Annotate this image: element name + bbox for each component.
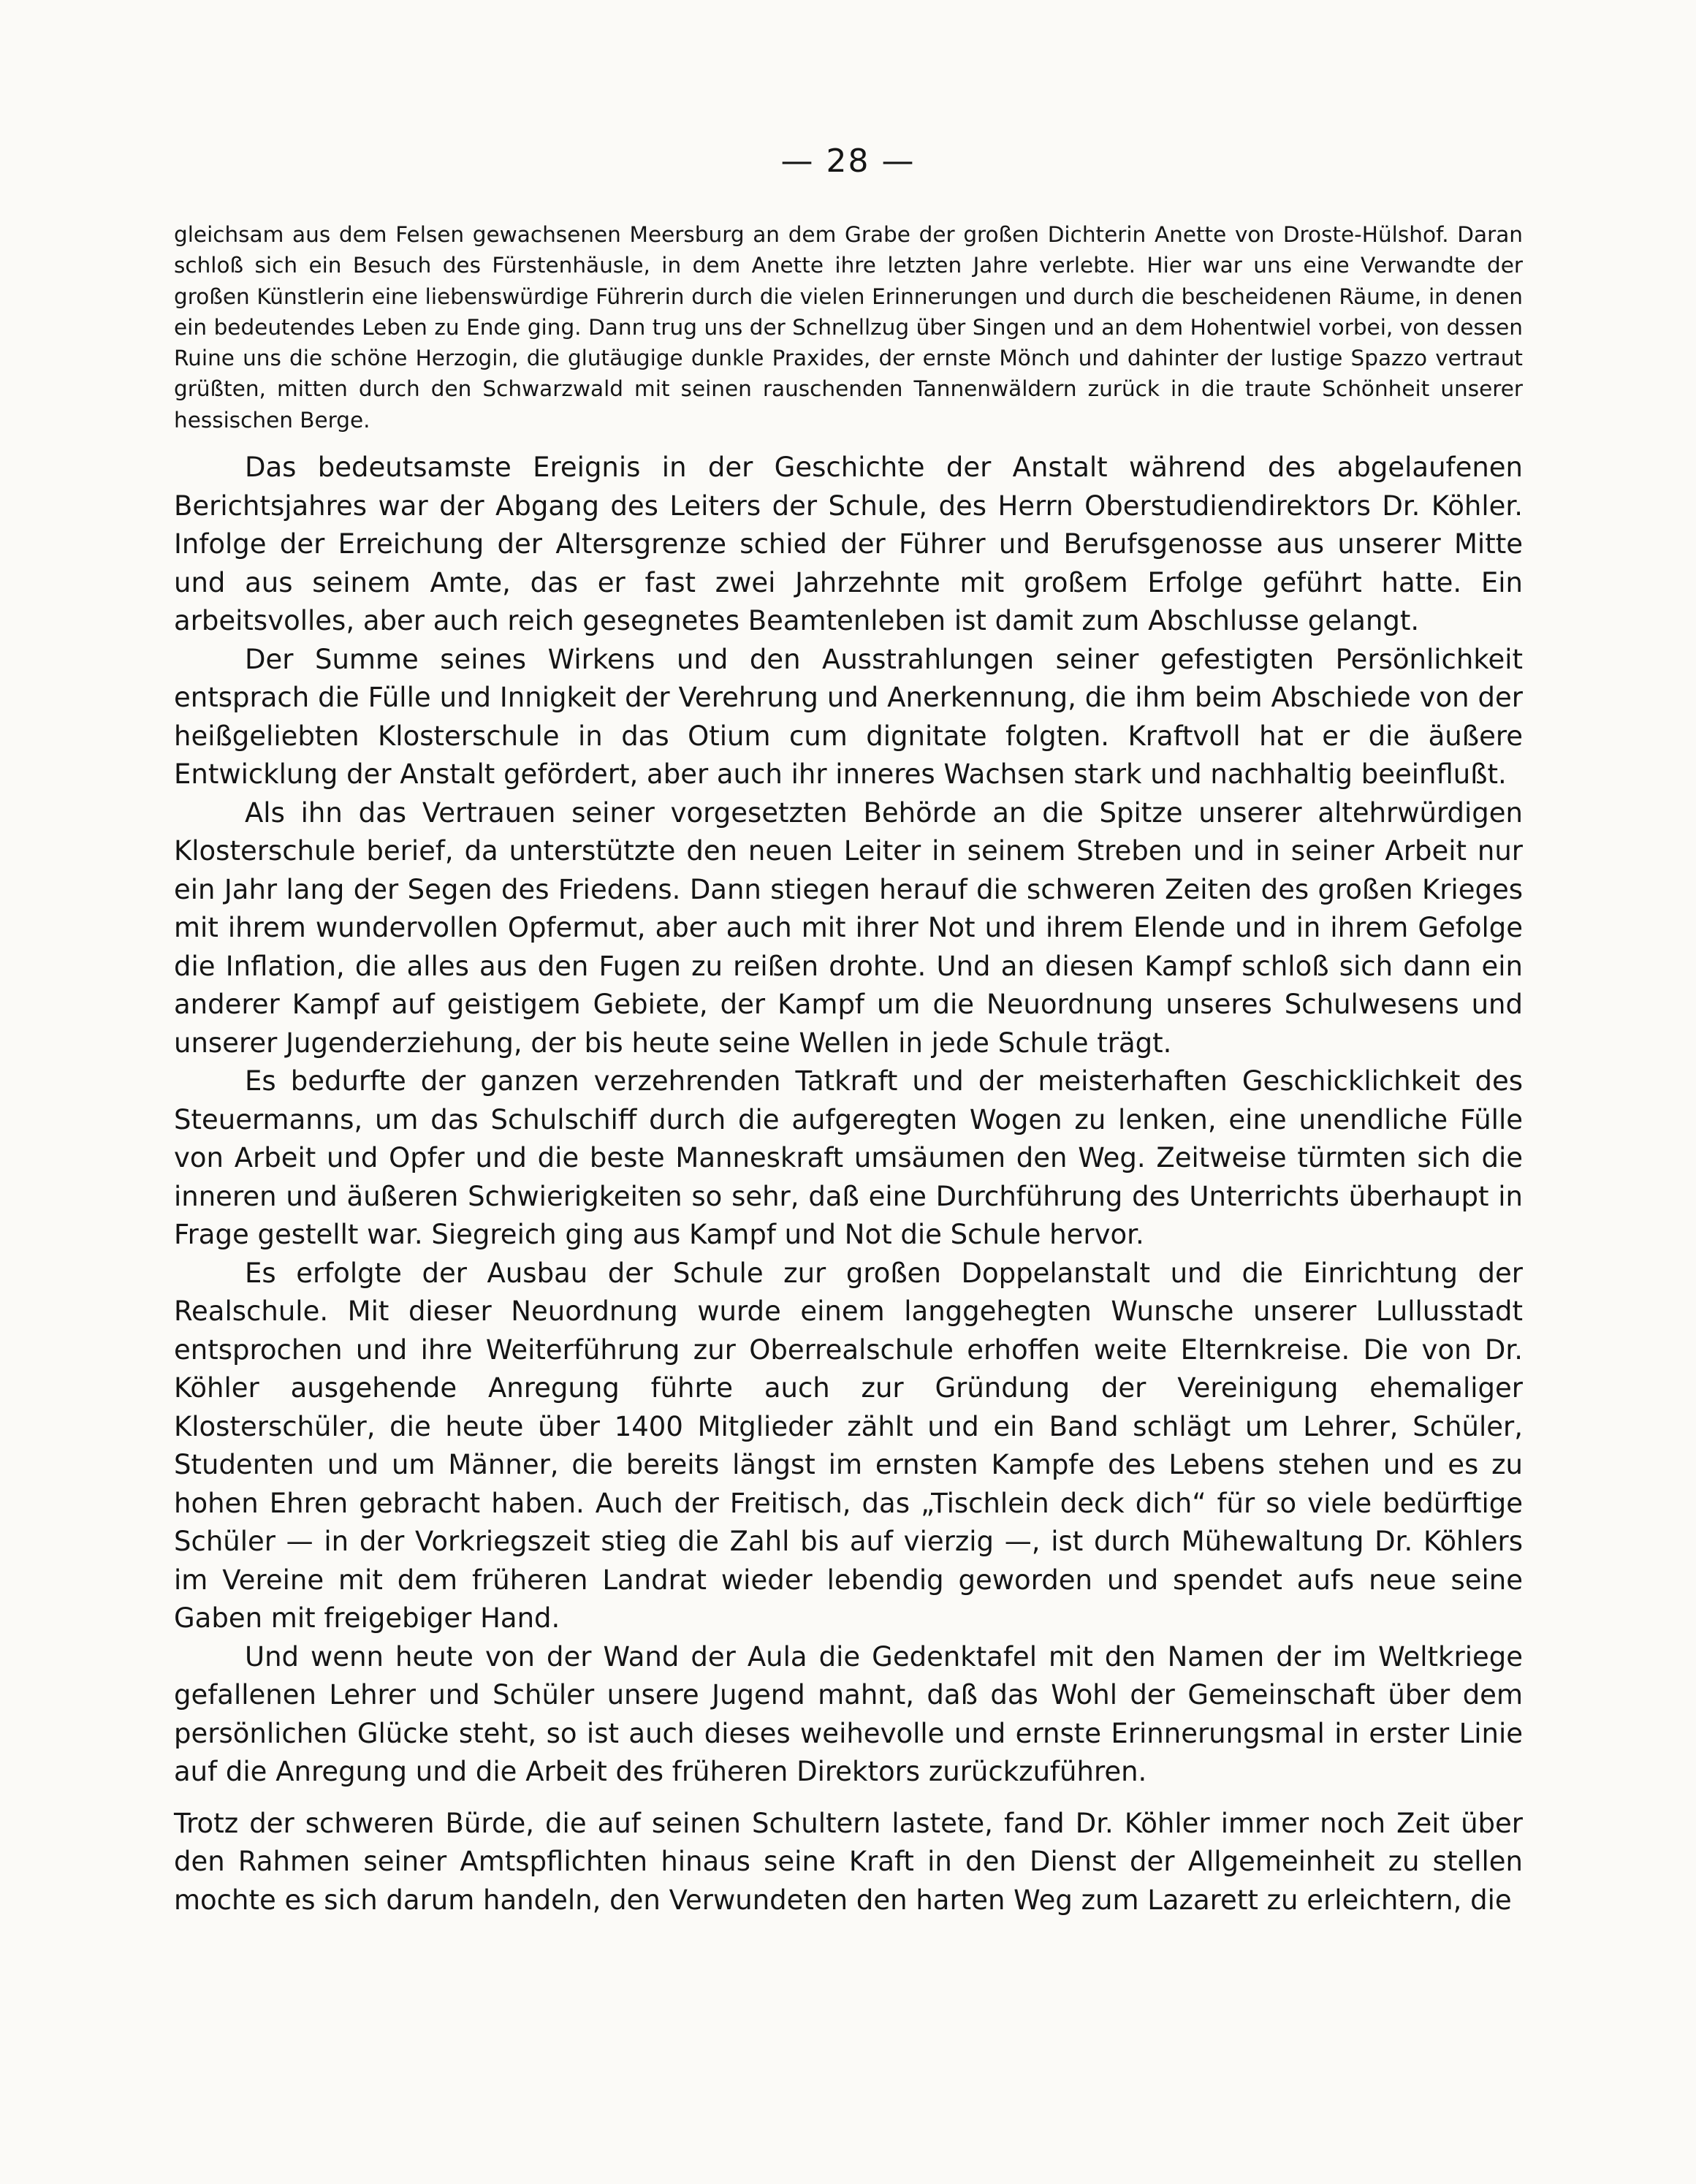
main-text-body bbox=[174, 449, 1523, 1919]
paragraph-veneration: Der Summe seines Wirkens und den Ausstrahlungen seiner gefestigten Persönlichkeit entsprach die Fülle und Innigkeit der Verehrung und Anerkennung, die ihm beim Abschiede von der heißgeliebten Klosterschule in das Otium cum dignitate folgten. Kraftvoll hat er die äußere Entwicklung der Anstalt gefördert, aber auch ihr inneres Wachsen stark und nachhaltig beeinflußt. bbox=[174, 643, 1523, 790]
paragraph-memorial: Und wenn heute von der Wand der Aula die Gedenktafel mit den Namen der im Weltkriege gefallenen Lehrer und Schüler unsere Jugend mahnt, daß das Wohl der Gemeinschaft über dem persönlichen Glücke steht, so ist auch dieses weihevolle und ernste Erinnerungsmal in erster Linie auf die Anregung und die Arbeit des früheren Direktors zurückzuführen. bbox=[174, 1640, 1523, 1787]
paragraph-war-years: Als ihn das Vertrauen seiner vorgesetzten Behörde an die Spitze unserer altehrwürdigen Klosterschule berief, da unterstützte den neuen Leiter in seinem Streben und in seiner Arbeit nur ein Jahr lang der Segen des Friedens. Dann stiegen herauf die schweren Zeiten des großen Krieges mit ihrem wundervollen Opfermut, aber auch mit ihrer Not und ihrem Elende und in ihrem Gefolge die Inflation, die alles aus den Fugen zu reißen drohte. Und an diesen Kampf schloß sich dann ein anderer Kampf auf geistigem Gebiete, der Kampf um die Neuordnung unseres Schulwesens und unserer Jugenderziehung, der bis heute seine Wellen in jede Schule trägt. bbox=[174, 796, 1523, 1059]
intro-paragraph: gleichsam aus dem Felsen gewachsenen Meersburg an dem Grabe der großen Dichterin Anette von Droste-Hülshof. Daran schloß sich ein Besuch des Fürstenhäusle, in dem Anette ihre letzten Jahre verlebte. Hier war uns eine Verwandte der großen Künstlerin eine liebenswürdige Führerin durch die vielen Erinnerungen und durch die bescheidenen Räume, in denen ein bedeutendes Leben zu Ende ging. Dann trug uns der Schnellzug über Singen und an dem Hohentwiel vorbei, von dessen Ruine uns die schöne Herzogin, die glutäugige dunkle Praxides, der ernste Mönch und dahinter der lustige Spazzo vertraut grüßten, mitten durch den Schwarzwald mit seinen rauschenden Tannenwäldern zurück in die traute Schönheit unserer hessischen Berge. bbox=[174, 222, 1523, 433]
page-number: — 28 — bbox=[780, 142, 916, 180]
paragraph-helmsman: Es bedurfte der ganzen verzehrenden Tatkraft und der meisterhaften Geschicklichkeit des Steuermanns, um das Schulschiff durch die aufgeregten Wogen zu lenken, eine unendliche Fülle von Arbeit und Opfer und die beste Manneskraft umsäumen den Weg. Zeitweise türmten sich die inneren und äußeren Schwierigkeiten so sehr, daß eine Durchführung des Unterrichts überhaupt in Frage gestellt war. Siegreich ging aus Kampf und Not die Schule hervor. bbox=[174, 1065, 1523, 1250]
paragraph-public-service: Trotz der schweren Bürde, die auf seinen Schultern lastete, fand Dr. Köhler immer noch Zeit über den Rahmen seiner Amtspflichten hinaus seine Kraft in den Dienst der Allgemeinheit zu stellen mochte es sich darum handeln, den Verwundeten den harten Weg zum Lazarett zu erleichtern, die bbox=[174, 1807, 1523, 1916]
paragraph-departure: Das bedeutsamste Ereignis in der Geschichte der Anstalt während des abgelaufenen Berichtsjahres war der Abgang des Leiters der Schule, des Herrn Oberstudiendirektors Dr. Köhler. Infolge der Erreichung der Altersgrenze schied der Führer und Berufsgenosse aus unserer Mitte und aus seinem Amte, das er fast zwei Jahrzehnte mit großem Erfolge geführt hatte. Ein arbeitsvolles, aber auch reich gesegnetes Beamtenleben ist damit zum Abschlusse gelangt. bbox=[174, 452, 1523, 636]
paragraph-expansion: Es erfolgte der Ausbau der Schule zur großen Doppelanstalt und die Einrichtung der Realschule. Mit dieser Neuordnung wurde einem langgehegten Wunsche unserer Lullusstadt entsprochen und ihre Weiterführung zur Oberrealschule erhoffen weite Elternkreise. Die von Dr. Köhler ausgehende Anregung führte auch zur Gründung der Vereinigung ehemaliger Klosterschüler, die heute über 1400 Mitglieder zählt und ein Band schlägt um Lehrer, Schüler, Studenten und um Männer, die bereits längst im ernsten Kampfe des Lebens stehen und es zu hohen Ehren gebracht haben. Auch der Freitisch, das „Tischlein deck dich“ für so viele bedürftige Schüler — in der Vorkriegszeit stieg die Zahl bis auf vierzig —, ist durch Mühewaltung Dr. Köhlers im Vereine mit dem früheren Landrat wieder lebendig geworden und spendet aufs neue seine Gaben mit freigebiger Hand. bbox=[174, 1257, 1523, 1634]
